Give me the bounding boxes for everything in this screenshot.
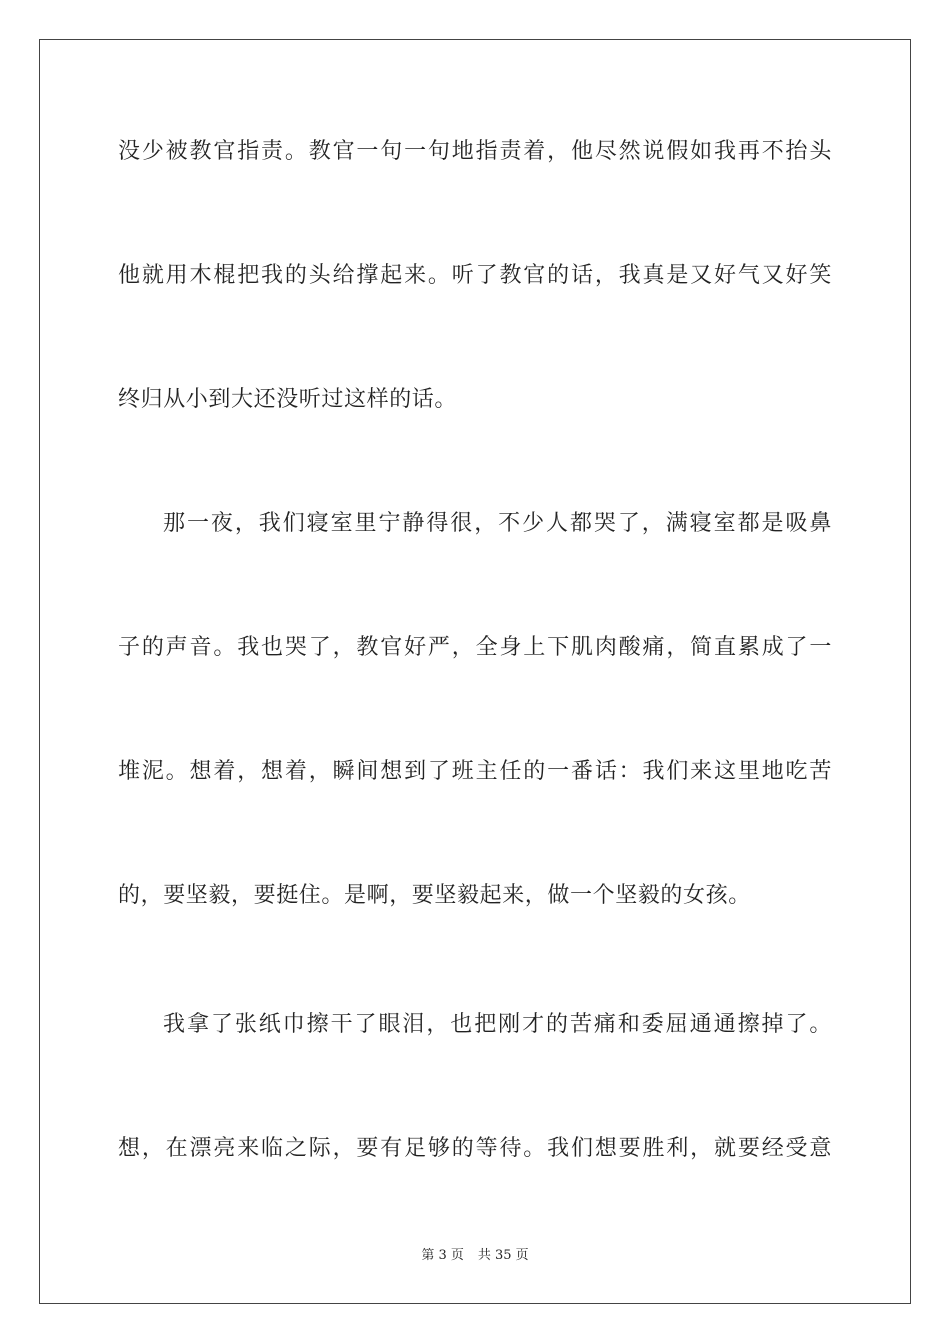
page-total: 共 35 页 bbox=[477, 1248, 529, 1263]
text-line-6: 堆泥。想着，想着，瞬间想到了班主任的一番话：我们来这里地吃苦 bbox=[118, 759, 832, 784]
text-line-4: 那一夜，我们寝室里宁静得很，不少人都哭了，满寝室都是吸鼻 bbox=[163, 511, 832, 536]
text-line-2: 他就用木棍把我的头给撑起来。听了教官的话，我真是又好气又好笑 bbox=[118, 263, 832, 288]
text-line-5: 子的声音。我也哭了，教官好严，全身上下肌肉酸痛，简直累成了一 bbox=[118, 635, 832, 660]
text-line-1: 没少被教官指责。教官一句一句地指责着，他尽然说假如我再不抬头 bbox=[118, 139, 832, 164]
page-footer bbox=[0, 1247, 950, 1265]
text-line-3: 终归从小到大还没听过这样的话。 bbox=[118, 387, 458, 412]
text-line-9: 想，在漂亮来临之际，要有足够的等待。我们想要胜利，就要经受意 bbox=[118, 1136, 832, 1161]
page-border bbox=[39, 39, 911, 1304]
text-line-8: 我拿了张纸巾擦干了眼泪，也把刚才的苦痛和委屈通通擦掉了。 bbox=[163, 1012, 832, 1037]
text-line-7: 的，要坚毅，要挺住。是啊，要坚毅起来，做一个坚毅的女孩。 bbox=[118, 883, 751, 908]
page-number: 第 3 页 bbox=[421, 1248, 464, 1263]
